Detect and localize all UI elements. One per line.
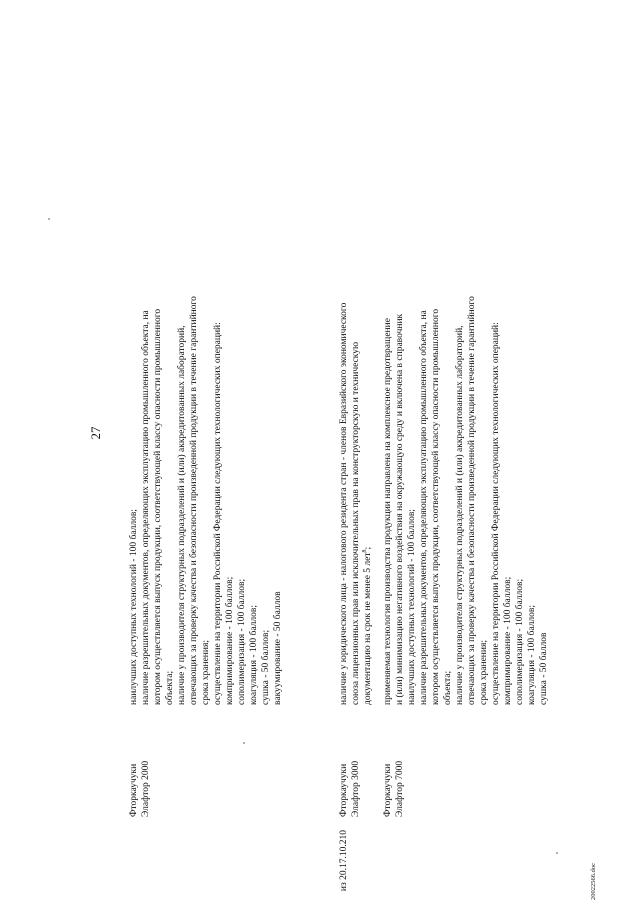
text-line: коагуляция - 100 баллов; [249,604,259,705]
scan-speck [243,742,245,744]
text-line: наличие разрешительных документов, определяющих эксплуатацию промышленного объекта, на [419,310,429,705]
footnote-marker: 8 [362,549,368,553]
product-name: Фторкаучуки Элафтор 2000 [129,760,151,817]
page-number: 27 [88,426,103,440]
text-line-with-footnote [362,0,374,705]
text-line: вакуумирование - 50 баллов [273,591,283,705]
text-line: сополимеризация - 100 баллов; [515,578,525,705]
text-line: наличие у юридического лица - налогового резидента стран - членов Евразийского экономического [339,302,349,705]
text-line: наличие у производителя структурных подразделений и (или) аккредитованных лабораторий, [455,325,465,705]
okpd-code: из 20.17.10.210 [339,830,349,892]
text-line: наличие разрешительных документов, определяющих эксплуатацию промышленного объекта, на [141,310,151,705]
criteria-text [338,0,374,705]
file-footer: 20022566.doc [590,862,597,900]
text-line: документацию на срок не менее 5 лет [363,552,373,705]
line-tail: ; [363,546,373,550]
criteria-text [128,0,284,705]
text-line: сополимеризация - 100 баллов; [237,578,247,705]
text-line: коагуляция - 100 баллов; [527,604,537,705]
text-line: сушка - 50 баллов [539,632,549,705]
text-line: наилучших доступных технологий - 100 баллов; [407,509,417,705]
text-line: срока хранения; [201,640,211,705]
product-name: Фторкаучуки Элафтор 3000 [339,760,361,817]
text-line: применяемая технология производства продукции направлена на комплексное предотвращение [383,318,393,705]
text-line: сушка - 50 баллов; [261,629,271,705]
rotated-content [40,0,600,905]
product-name: Фторкаучуки Элафтор 7000 [383,760,405,817]
text-line: союза лицензионных прав или исключительных прав на конструкторскую и техническую [351,341,361,705]
text-line: наличие у производителя структурных подразделений и (или) аккредитованных лабораторий, [177,325,187,705]
scan-speck [556,852,558,854]
scan-speck [48,218,50,220]
text-line: котором осуществляется выпуск продукции, соответствующей классу опасности промышленного [431,308,441,705]
text-line: осуществление на территории Российской Федерации следующих технологических операций: [213,322,223,705]
text-line: котором осуществляется выпуск продукции, соответствующей классу опасности промышленного [153,308,163,705]
text-line: срока хранения; [479,640,489,705]
text-line: наилучших доступных технологий - 100 баллов; [129,509,139,705]
text-line: отвечающих за проверку качества и безопасности произведенной продукции в течение гарантийного [189,296,199,705]
text-line: отвечающих за проверку качества и безопасности произведенной продукции в течение гарантийного [467,296,477,705]
text-line: компримирование - 100 баллов; [503,576,513,705]
text-line: и (или) минимизацию негативного воздействия на окружающую среду и включена в справочник [395,313,405,705]
text-line: осуществление на территории Российской Федерации следующих технологических операций: [491,322,501,705]
text-line: компримирование - 100 баллов; [225,576,235,705]
text-line: объекта; [165,670,175,705]
text-line: объекта; [443,670,453,705]
criteria-text [382,0,550,705]
